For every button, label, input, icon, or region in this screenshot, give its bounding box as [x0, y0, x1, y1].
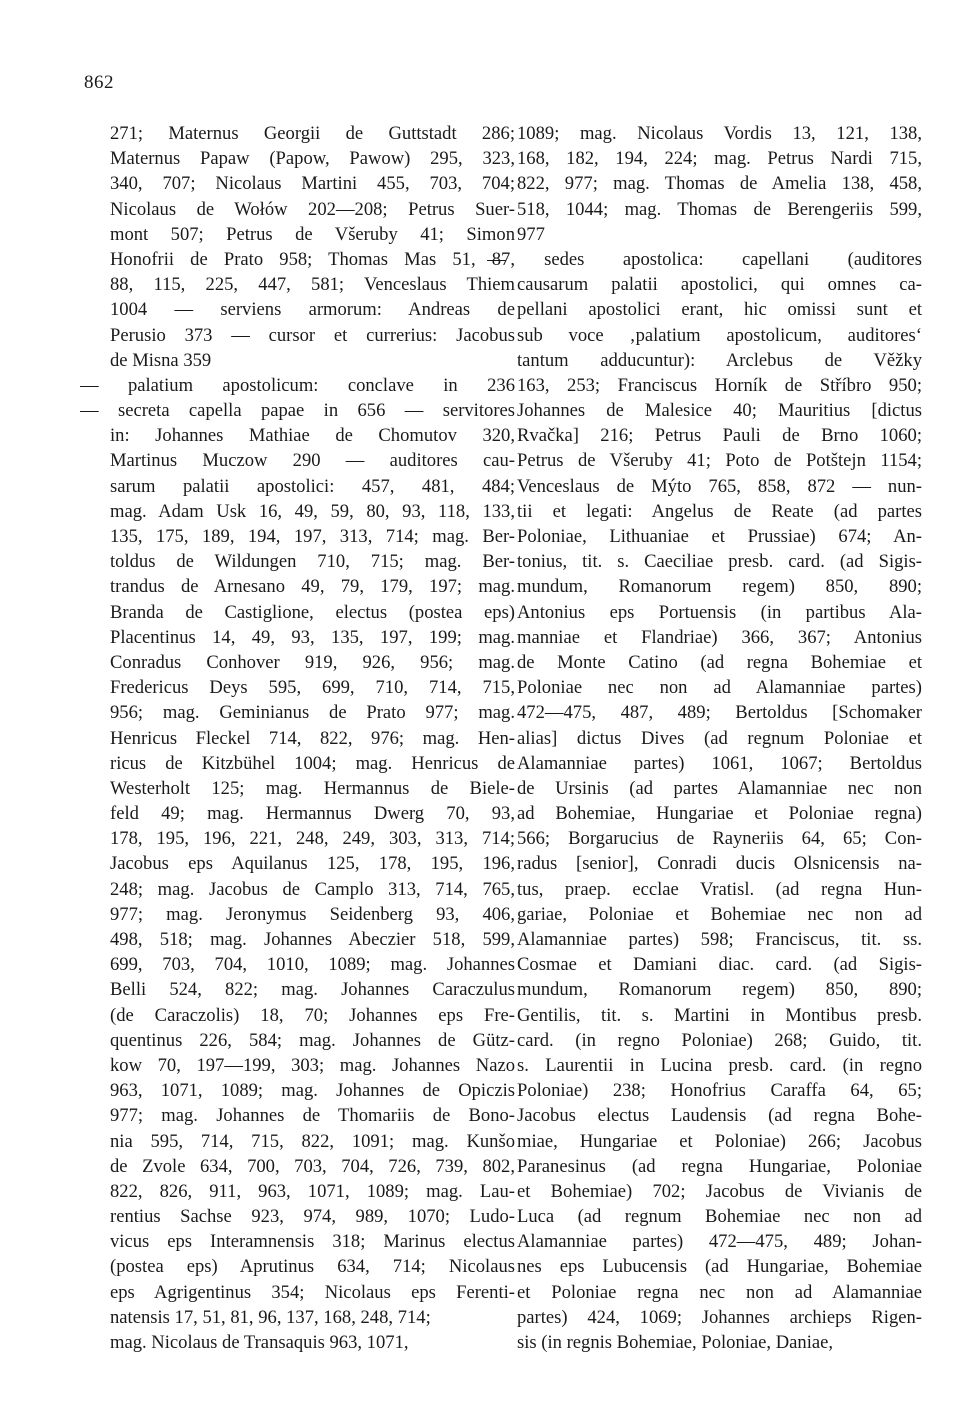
index-line: mundum, Romanorum regem) 850, 890;: [517, 576, 922, 598]
index-line: de Monte Catino (ad regna Bohemiae et: [517, 651, 922, 673]
index-line: nes eps Lubucensis (ad Hungariae, Bohemiae: [517, 1256, 922, 1278]
index-line: 271; Maternus Georgii de Guttstadt 286;: [110, 123, 515, 144]
index-line: kow 70, 197—199, 303; mag. Johannes Nazo: [110, 1054, 515, 1076]
index-line: card. (in regno Poloniae) 268; Guido, tit.: [517, 1029, 922, 1051]
index-line: Venceslaus de Mýto 765, 858, 872 — nun-: [517, 475, 922, 497]
index-line: mag. Nicolaus de Transaquis 963, 1071,: [110, 1332, 409, 1353]
index-line: Poloniae, Lithuaniae et Prussiae) 674; An-: [517, 526, 922, 547]
index-line: 135, 175, 189, 194, 197, 313, 714; mag. Ber-: [110, 526, 515, 547]
index-line: in: Johannes Mathiae de Chomutov 320,: [110, 425, 515, 447]
index-line: sis (in regnis Bohemiae, Poloniae, Daniae,: [517, 1332, 834, 1353]
index-line: 699, 703, 704, 1010, 1089; mag. Johannes: [110, 954, 515, 976]
index-line: 1089; mag. Nicolaus Vordis 13, 121, 138,: [517, 123, 922, 144]
index-line: de Ursinis (ad partes Alamanniae nec non: [517, 777, 922, 799]
index-line: toldus de Wildungen 710, 715; mag. Ber-: [110, 551, 515, 573]
index-line: nia 595, 714, 715, 822, 1091; mag. Kunšo: [110, 1130, 515, 1152]
index-column-right: [487, 121, 922, 1355]
index-line: ad Bohemiae, Hungariae et Poloniae regna): [517, 803, 922, 825]
index-line: tonius, tit. s. Caeciliae presb. card. (ad Sigis-: [517, 551, 922, 573]
index-line: 178, 195, 196, 221, 248, 249, 303, 313, 714;: [110, 828, 515, 850]
index-line: tii et legati: Angelus de Reate (ad partes: [517, 500, 922, 522]
index-line: Honofrii de Prato 958; Thomas Mas 51, 87,: [110, 248, 515, 270]
index-line: 977: [517, 223, 545, 245]
index-line: Jacobus eps Aquilanus 125, 178, 195, 196,: [110, 853, 515, 875]
index-line: vicus eps Interamnensis 318; Marinus electus: [110, 1231, 515, 1253]
index-line: alias] dictus Dives (ad regnum Poloniae et: [517, 727, 922, 749]
index-line: (de Caraczolis) 18, 70; Johannes eps Fre-: [110, 1004, 515, 1026]
index-line: Alamanniae partes) 472—475, 489; Johan-: [517, 1231, 922, 1253]
index-line: Rvačka] 216; Petrus Pauli de Brno 1060;: [517, 425, 922, 447]
index-line: tus, praep. ecclae Vratisl. (ad regna Hun-: [517, 878, 922, 900]
page-number: 862: [84, 72, 114, 93]
index-line: de Zvole 634, 700, 703, 704, 726, 739, 802,: [110, 1155, 515, 1177]
index-line: (postea eps) Aprutinus 634, 714; Nicolaus: [110, 1256, 515, 1278]
index-line: Fredericus Deys 595, 699, 710, 714, 715,: [110, 677, 515, 699]
index-line: ricus de Kitzbühel 1004; mag. Henricus de: [110, 752, 515, 774]
index-line: feld 49; mag. Hermannus Dwerg 70, 93,: [110, 803, 515, 825]
index-line: Antonius eps Portuensis (in partibus Ala-: [517, 601, 922, 623]
index-line: 822, 826, 911, 963, 1071, 1089; mag. Lau-: [110, 1180, 515, 1202]
index-line: Branda de Castiglione, electus (postea eps): [110, 601, 515, 623]
index-line: 977; mag. Johannes de Thomariis de Bono-: [110, 1105, 515, 1127]
index-line: Alamanniae partes) 1061, 1067; Bertoldus: [517, 752, 922, 774]
index-line: Paranesinus (ad regna Hungariae, Poloniae: [517, 1155, 922, 1177]
index-line: — palatium apostolicum: conclave in 236: [80, 374, 515, 396]
index-line: natensis 17, 51, 81, 96, 137, 168, 248, 714;: [110, 1306, 431, 1328]
index-line: Gentilis, tit. s. Martini in Montibus presb.: [517, 1004, 922, 1026]
index-line: Luca (ad regnum Bohemiae nec non ad: [517, 1206, 922, 1228]
index-line: mont 507; Petrus de Všeruby 41; Simon: [110, 223, 515, 245]
index-line: Martinus Muczow 290 — auditores cau-: [110, 450, 515, 472]
index-line: eps Agrigentinus 354; Nicolaus eps Ferenti-: [110, 1281, 515, 1303]
index-line: partes) 424, 1069; Johannes archieps Rigen-: [517, 1306, 922, 1328]
index-line: 977; mag. Jeronymus Seidenberg 93, 406,: [110, 903, 515, 925]
index-line: Westerholt 125; mag. Hermannus de Biele-: [110, 777, 515, 799]
index-line: pellani apostolici erant, hic omissi sunt et: [517, 299, 922, 321]
index-line: Poloniae nec non ad Alamanniae partes): [517, 677, 922, 699]
index-line: Cosmae et Damiani diac. card. (ad Sigis-: [517, 954, 922, 976]
index-line: 822, 977; mag. Thomas de Amelia 138, 458,: [517, 173, 922, 195]
index-line: gariae, Poloniae et Bohemiae nec non ad: [517, 903, 922, 925]
index-line: Belli 524, 822; mag. Johannes Caraczulus: [110, 979, 515, 1001]
index-line: Alamanniae partes) 598; Franciscus, tit. ss.: [517, 929, 922, 950]
index-line: tantum adducuntur): Arclebus de Věžky: [517, 349, 922, 371]
index-line: rentius Sachse 923, 974, 989, 1070; Ludo-: [110, 1206, 515, 1228]
index-line: — secreta capella papae in 656 — servitores: [80, 400, 515, 422]
index-line: s. Laurentii in Lucina presb. card. (in regno: [517, 1054, 922, 1076]
index-line: Conradus Conhover 919, 926, 956; mag.: [110, 651, 515, 673]
index-line: 168, 182, 194, 224; mag. Petrus Nardi 715,: [517, 148, 922, 170]
index-line: 518, 1044; mag. Thomas de Berengeriis 599,: [517, 198, 922, 220]
index-line: — sedes apostolica: capellani (auditores: [487, 248, 922, 270]
index-line: 963, 1071, 1089; mag. Johannes de Opiczis: [110, 1080, 515, 1102]
index-line: manniae et Flandriae) 366, 367; Antonius: [517, 626, 922, 648]
index-line: Nicolaus de Wołów 202—208; Petrus Suer-: [110, 198, 515, 220]
index-line: Johannes de Malesice 40; Mauritius [dictus: [517, 400, 922, 422]
index-column-left: [80, 121, 515, 1355]
index-line: 956; mag. Geminianus de Prato 977; mag.: [110, 702, 515, 724]
index-line: Petrus de Všeruby 41; Poto de Potštejn 1154;: [517, 450, 922, 472]
index-line: causarum palatii apostolici, qui omnes ca-: [517, 274, 922, 296]
index-line: 566; Borgarucius de Rayneriis 64, 65; Con-: [517, 828, 922, 850]
index-line: 248; mag. Jacobus de Camplo 313, 714, 765,: [110, 878, 515, 900]
index-line: quentinus 226, 584; mag. Johannes de Gütz-: [110, 1029, 515, 1051]
index-line: Maternus Papaw (Papow, Pawow) 295, 323,: [110, 148, 515, 170]
index-line: Poloniae) 238; Honofrius Caraffa 64, 65;: [517, 1080, 922, 1102]
index-line: Jacobus electus Laudensis (ad regna Bohe-: [517, 1105, 922, 1127]
index-line: 498, 518; mag. Johannes Abeczier 518, 599,: [110, 929, 515, 950]
index-line: Placentinus 14, 49, 93, 135, 197, 199; mag.: [110, 626, 515, 648]
index-line: mundum, Romanorum regem) 850, 890;: [517, 979, 922, 1001]
index-line: 163, 253; Franciscus Horník de Stříbro 950;: [517, 374, 922, 396]
index-line: de Misna 359: [110, 349, 212, 371]
index-line: Perusio 373 — cursor et currerius: Jacobus: [110, 324, 515, 346]
index-line: 472—475, 487, 489; Bertoldus [Schomaker: [517, 702, 922, 724]
index-line: trandus de Arnesano 49, 79, 179, 197; mag.: [110, 576, 515, 598]
index-line: et Bohemiae) 702; Jacobus de Vivianis de: [517, 1180, 922, 1202]
index-line: radus [senior], Conradi ducis Olsnicensis na-: [517, 853, 922, 875]
index-line: 1004 — serviens armorum: Andreas de: [110, 299, 515, 321]
index-line: sarum palatii apostolici: 457, 481, 484;: [110, 475, 515, 497]
index-line: et Poloniae regna nec non ad Alamanniae: [517, 1281, 922, 1303]
index-line: 340, 707; Nicolaus Martini 455, 703, 704;: [110, 173, 515, 195]
index-line: mag. Adam Usk 16, 49, 59, 80, 93, 118, 133,: [110, 500, 515, 522]
index-line: miae, Hungariae et Poloniae) 266; Jacobus: [517, 1130, 922, 1152]
index-line: sub voce ‚palatium apostolicum, auditores‘: [517, 324, 922, 346]
index-line: Henricus Fleckel 714, 822, 976; mag. Hen-: [110, 727, 515, 749]
index-line: 88, 115, 225, 447, 581; Venceslaus Thiem: [110, 274, 515, 296]
